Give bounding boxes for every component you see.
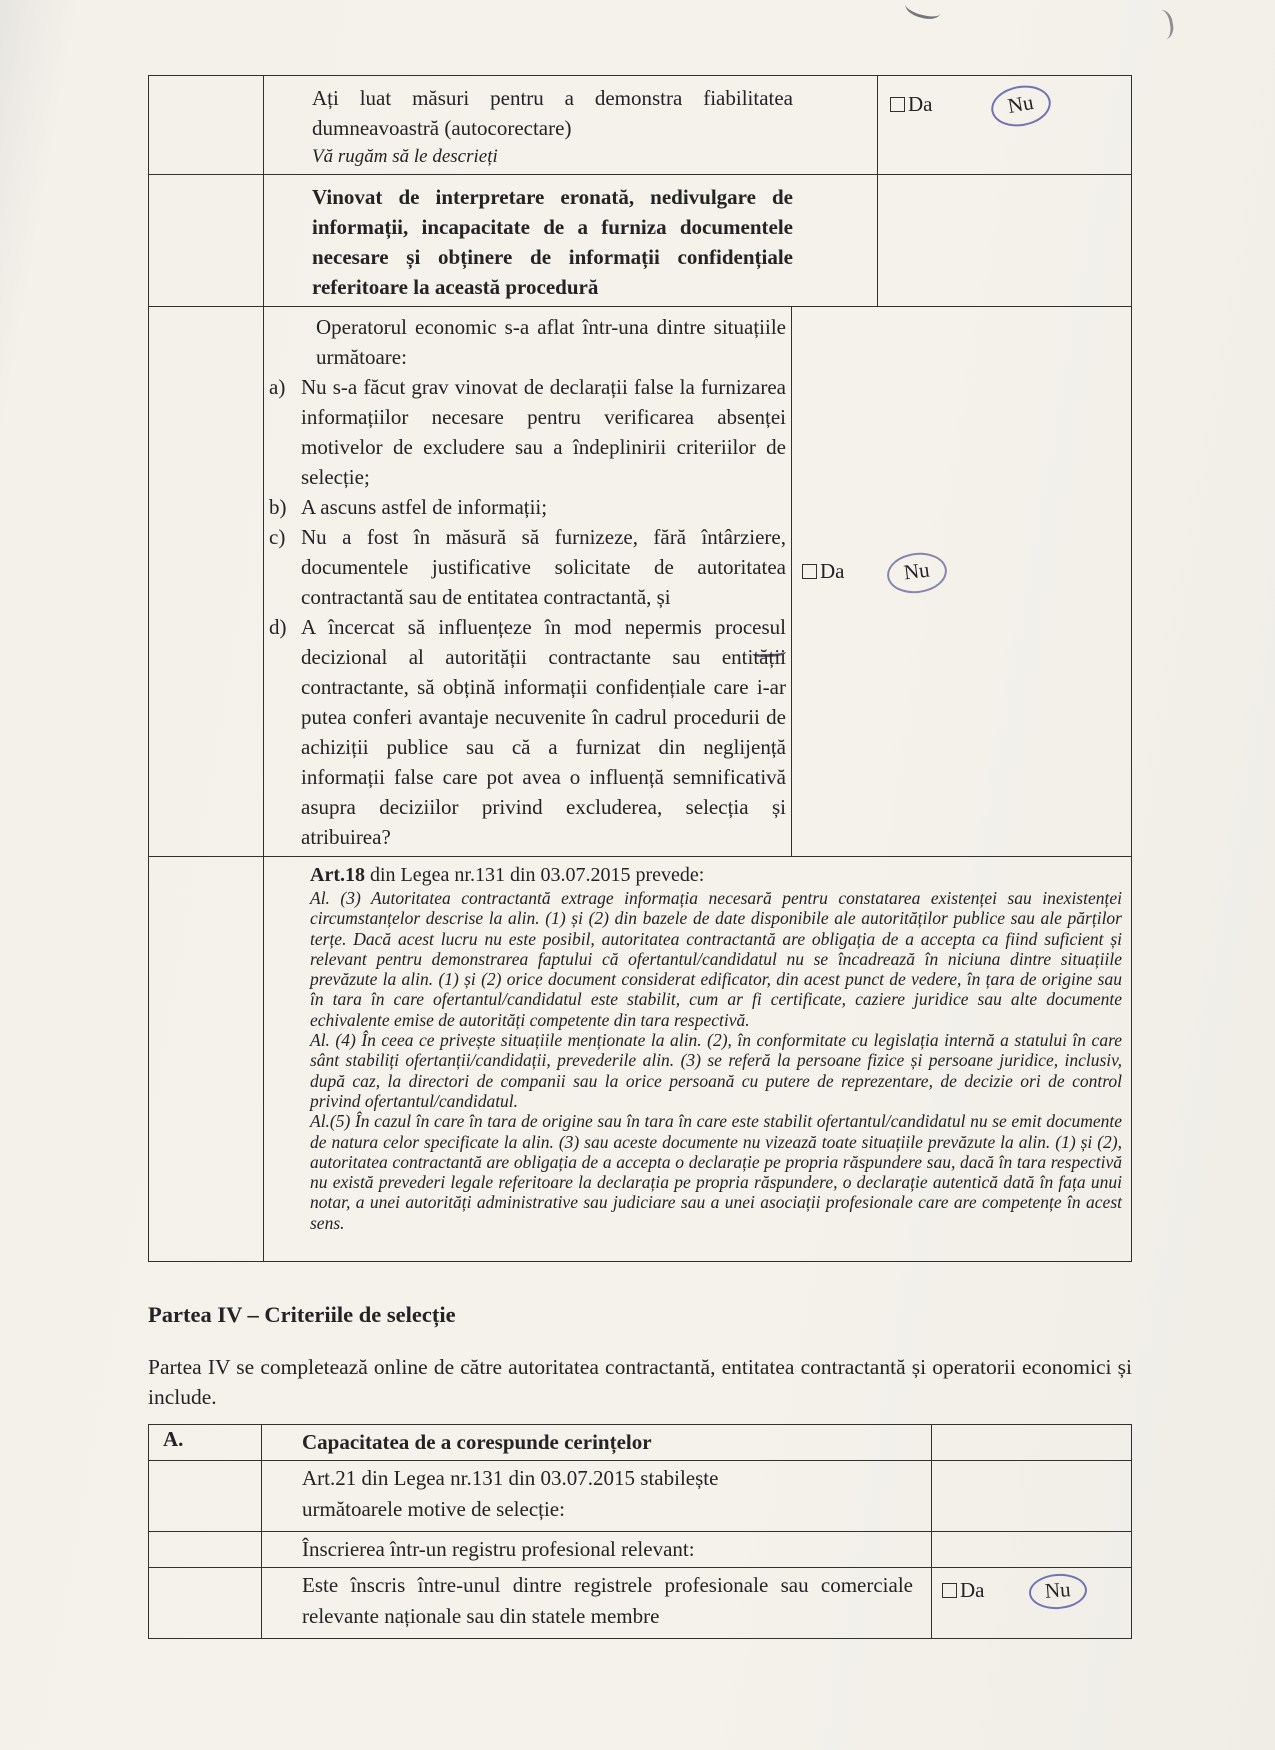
heading-cell: [263, 175, 877, 306]
list-item-text: A ascuns astfel de informații;: [301, 495, 548, 519]
list-item-d: [266, 612, 786, 852]
empty-number-cell: [149, 1461, 261, 1531]
situations-cell: [263, 307, 791, 856]
list-item-a: [266, 372, 786, 492]
table-row-registry-heading: [149, 1531, 1131, 1567]
checkbox-icon: [942, 1583, 957, 1598]
table-row-selfcleaning: [149, 76, 1131, 174]
registry-heading-cell: [261, 1532, 931, 1567]
table-row-law-reference: [149, 856, 1131, 1261]
empty-answer-cell: [931, 1532, 1131, 1567]
situations-intro: Operatorul economic s-a aflat într-una dintre situațiile următoare:: [316, 315, 786, 369]
empty-answer-cell: [931, 1425, 1131, 1460]
question-selfcleaning-text: Ați luat măsuri pentru a demonstra fiabilitatea dumneavoastră (autocorectare): [312, 86, 793, 140]
da-checkbox-registry[interactable]: [942, 1578, 985, 1603]
da-checkbox-selfcleaning[interactable]: [890, 92, 933, 117]
empty-answer-cell: [931, 1461, 1131, 1531]
da-label: Da: [820, 559, 845, 583]
nu-label: Nu: [1043, 1577, 1071, 1603]
exclusion-criteria-table: [148, 75, 1132, 1262]
art18-paragraph-1: Al. (3) Autoritatea contractantă extrage informația necesară pentru constatarea existenței sau inexistenței circumstanțelor descrise la alin. (1) și (2) din bazele de date disponibile ale autorităților publice sau ale părților terțe. Dacă acest lucru nu este posibil, autoritatea contractantă are obligația de a accepta ca fiind suficient și relevant pentru demonstrarea faptului că ofertantul/candidatul nu se încadrează în niciuna dintre situațiile prevăzute la alin. (1) și (2) orice document considerat edificator, din acest punct de vedere, în țara de origine sau în tara în care ofertantul/candidatul este stabilit, cum ar fi certificate, caziere juridice sau alte documente echivalente emise de autorități competente din tara respectivă.: [310, 888, 1122, 1030]
empty-number-cell: [149, 857, 263, 1261]
nu-circled-answer: [1027, 1572, 1087, 1611]
list-item-text: Nu s-a făcut grav vinovat de declarații false la furnizarea informațiilor necesare pentru verificarea absenței motivelor de excludere sau a îndeplinirii criteriilor de selecție;: [301, 375, 786, 489]
art18-paragraph-3: Al.(5) În cazul în care în tara de origine sau în tara în care este stabilit ofertantul/candidatul nu se emit documente de natura celor specificate la alin. (3) sau aceste documente nu vizează toate situațiile prevăzute la alin. (1) și (2), autoritatea contractantă are obligația de a accepta o declarație pe propria răspundere sau, dacă în tara respectivă nu există prevederi legale referitoare la declarația pe propria răspundere, o declarație autentică dată în fața unui notar, a unei autorități administrative sau judiciare sau a unei asociații profesionale care are competențe în acest sens.: [310, 1111, 1122, 1233]
table-row-situations: [149, 306, 1131, 856]
table-row-registry-question: [149, 1567, 1131, 1638]
empty-number-cell: [149, 175, 263, 306]
table-row-art21: [149, 1460, 1131, 1531]
nu-circled-answer: [884, 550, 948, 597]
registry-question-cell: [261, 1568, 931, 1638]
art18-reference-rest: din Legea nr.131 din 03.07.2015 prevede:: [364, 864, 705, 886]
question-cell: [263, 76, 877, 174]
empty-number-cell: [149, 1532, 261, 1567]
list-item-text: A încercat să influențeze în mod nepermis procesul decizional al autorității contractante sau entității contractante, să obțină informații confidențiale care i-ar putea conferi avantaje necuvenite în cadrul procedurii de achiziții publice sau că a furnizat din neglijență informații false care pot avea o influență semnificativă asupra deciziilor privind excluderea, selecția și atribuirea?: [301, 615, 786, 849]
checkbox-icon: [890, 97, 905, 112]
list-item-text: Nu a fost în măsură să furnizeze, fără întârziere, documentele justificative solicitate de autoritatea contractantă sau de entitatea contractantă, și: [301, 525, 786, 609]
da-checkbox-situations[interactable]: [802, 559, 845, 584]
art18-reference: [310, 862, 1122, 888]
part-iv-heading: Partea IV – Criteriile de selecție: [148, 1302, 456, 1327]
empty-number-cell: [149, 307, 263, 856]
law-reference-cell: [263, 857, 1131, 1261]
da-label: Da: [908, 92, 933, 116]
misrepresentation-heading-text: Vinovat de interpretare eronată, nedivulgare de informații, incapacitate de a furniza documentele necesare și obținere de informații confidențiale referitoare la această procedură: [312, 185, 793, 299]
selection-criteria-table: [148, 1424, 1132, 1639]
art18-paragraph-2: Al. (4) În ceea ce privește situațiile menționate la alin. (2), în conformitate cu legislația internă a statului în care sânt stabiliți ofertanții/candidații, prevederile alin. (3) se referă la persoane fizice și persoane juridice, inclusiv, după caz, la directori de companii sau la orice persoană cu putere de reprezentare, de decizie ori de control privind ofertantul/candidatul.: [310, 1030, 1122, 1111]
list-item-label: a): [269, 375, 286, 399]
table-row-misrepresentation-heading: [149, 174, 1131, 306]
part-iv-intro: Partea IV se completează online de către autoritatea contractantă, entitatea contractantă și operatorii economici și include.: [148, 1355, 1132, 1409]
empty-number-cell: [149, 1568, 261, 1638]
empty-answer-cell: [877, 175, 1131, 306]
nu-circled-answer: [987, 81, 1053, 131]
registry-question-text: Este înscris între-unul dintre registrele profesionale sau comerciale relevante naționale sau din statele membre: [302, 1573, 913, 1628]
da-label: Da: [960, 1578, 985, 1602]
nu-label: Nu: [1005, 89, 1035, 119]
list-item-label: c): [269, 525, 286, 549]
empty-number-cell: [149, 76, 263, 174]
row-label-a: A.: [163, 1427, 184, 1451]
list-item-label: b): [269, 495, 287, 519]
checkbox-icon: [802, 564, 817, 579]
nu-label: Nu: [901, 557, 931, 585]
table-row-capacity-header: [149, 1425, 1131, 1460]
answer-cell: [791, 307, 1131, 856]
capacity-title: Capacitatea de a corespunde cerințelor: [302, 1430, 652, 1454]
list-item-label: d): [269, 615, 287, 639]
list-item-b: [266, 492, 786, 522]
answer-cell: [931, 1568, 1131, 1638]
art18-reference-bold: Art.18: [310, 864, 365, 886]
list-item-c: [266, 522, 786, 612]
answer-cell: [877, 76, 1131, 174]
registry-heading-text: Înscrierea într-un registru profesional relevant:: [302, 1537, 695, 1561]
art21-cell: [261, 1461, 931, 1531]
question-selfcleaning-note: Vă rugăm să le descrieți: [312, 146, 498, 167]
art21-text: Art.21 din Legea nr.131 din 03.07.2015 stabilește următoarele motive de selecție:: [302, 1466, 719, 1521]
capacity-title-cell: [261, 1425, 931, 1460]
